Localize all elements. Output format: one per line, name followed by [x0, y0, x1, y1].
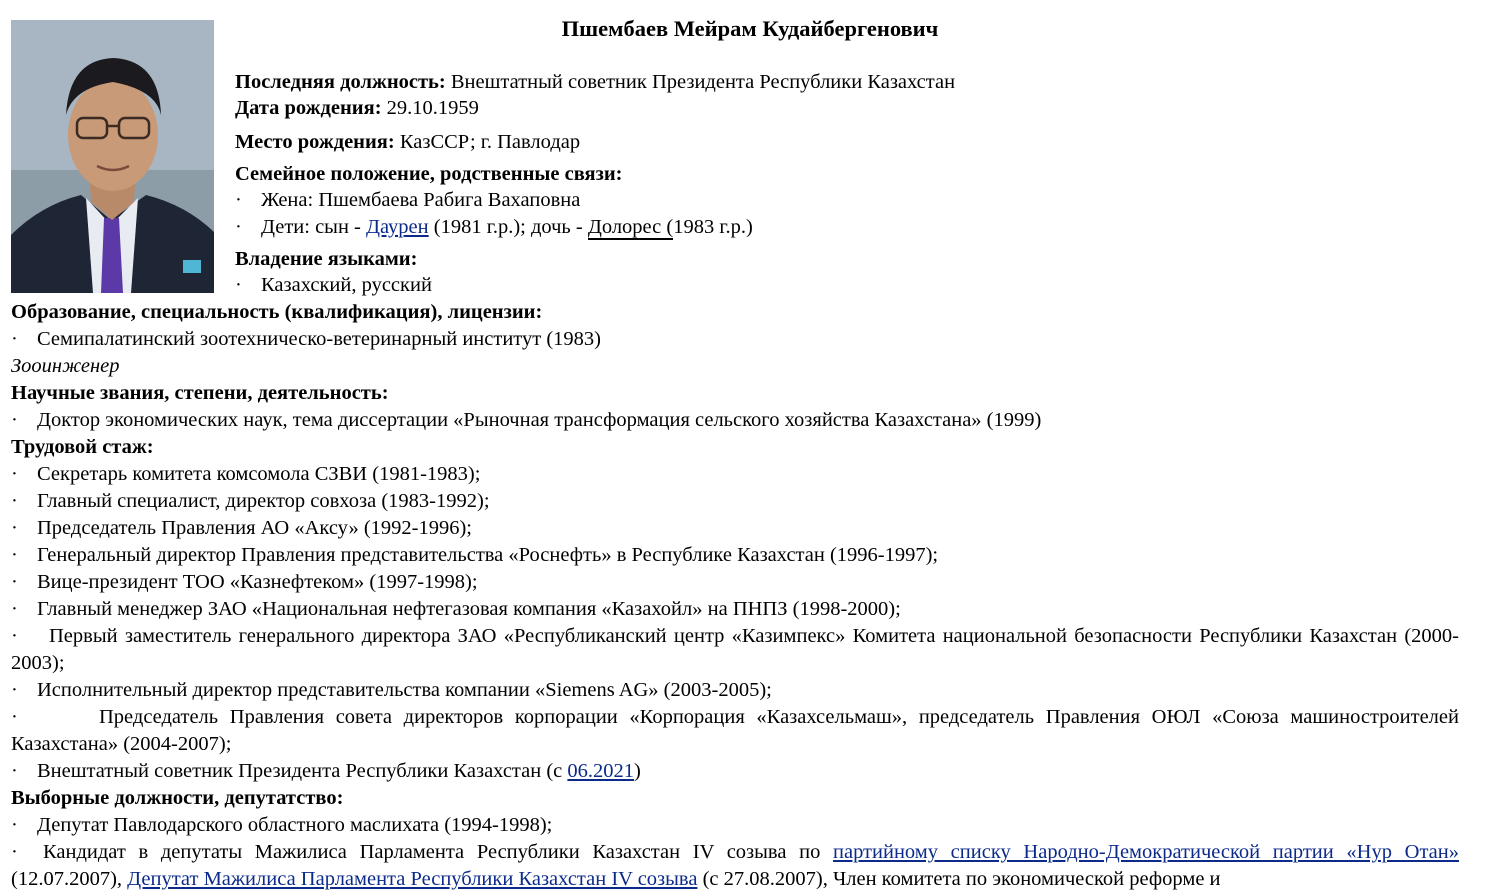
last-position-label: Последняя должность:	[235, 71, 446, 93]
bullet-icon: ·	[11, 841, 18, 863]
bullet-icon: ·	[11, 598, 18, 620]
birth-date-value: 29.10.1959	[381, 97, 479, 119]
bullet-icon: ·	[235, 274, 242, 296]
work-item	[11, 758, 1459, 785]
bullet-icon: ·	[11, 706, 18, 728]
work-text: Председатель Правления АО «Аксу» (1992-1996);	[37, 517, 472, 539]
work-text: Исполнительный директор представительства компании «Siemens AG» (2003-2005);	[37, 679, 772, 701]
main-content	[11, 299, 1459, 893]
children-prefix: Дети: сын -	[261, 216, 367, 238]
family-label: Семейное положение, родственные связи:	[235, 163, 623, 185]
science-label: Научные звания, степени, деятельность:	[11, 382, 389, 404]
bullet-icon: ·	[11, 517, 18, 539]
elected-mid: (12.07.2007),	[11, 868, 128, 890]
birth-place-label: Место рождения:	[235, 131, 395, 153]
work-text: Первый заместитель генерального директора ЗАО «Республиканский центр «Казимпекс» Комитета национальной безопасности Республики Казахстан (2000-2003);	[11, 625, 1459, 674]
education-item	[11, 326, 1459, 353]
work-item	[11, 623, 1459, 677]
work-item	[11, 569, 1459, 596]
languages-value: Казахский, русский	[261, 274, 432, 296]
work-text: Главный специалист, директор совхоза (1983-1992);	[37, 490, 490, 512]
work-text: Главный менеджер ЗАО «Национальная нефтегазовая компания «Казахойл» на ПНПЗ (1998-2000);	[37, 598, 901, 620]
family-children-item	[235, 214, 1465, 246]
work-last-prefix: Внештатный советник Президента Республики Казахстан (с	[37, 760, 568, 782]
page-title: Пшембаев Мейрам Кудайбергенович	[561, 16, 939, 41]
birth-place-value: КазССР; г. Павлодар	[394, 131, 581, 153]
bullet-icon: ·	[11, 571, 18, 593]
elected-text: Депутат Павлодарского областного маслихата (1994-1998);	[37, 814, 553, 836]
elected-item	[11, 839, 1459, 893]
work-item	[11, 515, 1459, 542]
children-suffix: 1983 г.р.)	[673, 216, 753, 238]
portrait-photo	[11, 20, 214, 293]
summary-block	[235, 69, 1465, 299]
education-label: Образование, специальность (квалификация), лицензии:	[11, 301, 543, 323]
bullet-icon: ·	[11, 463, 18, 485]
bullet-icon: ·	[11, 814, 18, 836]
elected-suffix: (с 27.08.2007), Член комитета по экономической реформе и	[697, 868, 1221, 890]
bullet-icon: ·	[11, 625, 18, 647]
bullet-icon: ·	[11, 328, 18, 350]
elected-label: Выборные должности, депутатство:	[11, 787, 344, 809]
date-link[interactable]: 06.2021	[567, 760, 635, 782]
bullet-icon: ·	[11, 490, 18, 512]
languages-item	[235, 272, 1465, 299]
elected-item	[11, 812, 1459, 839]
children-mid: (1981 г.р.); дочь -	[428, 216, 588, 238]
bullet-icon: ·	[11, 544, 18, 566]
bullet-icon: ·	[11, 679, 18, 701]
science-item	[11, 407, 1459, 434]
languages-label: Владение языками:	[235, 248, 418, 270]
work-item	[11, 704, 1459, 758]
work-text: Председатель Правления совета директоров корпорации «Корпорация «Казахсельмаш», председатель Правления ОЮЛ «Союза машиностроителей Казахстана» (2004-2007);	[11, 706, 1459, 755]
work-text: Генеральный директор Правления представительства «Роснефть» в Республике Казахстан (1996-1997);	[37, 544, 939, 566]
work-label: Трудовой стаж:	[11, 436, 154, 458]
birth-place-row	[235, 129, 1465, 161]
science-text: Доктор экономических наук, тема диссертации «Рыночная трансформация сельского хозяйства Казахстана» (1999)	[37, 409, 1042, 431]
party-list-link[interactable]: партийному списку Народно-Демократической партии «Нур Отан»	[833, 841, 1459, 863]
family-wife-item	[235, 187, 1465, 214]
wife-text: Жена: Пшембаева Рабига Вахаповна	[261, 189, 581, 211]
work-item	[11, 542, 1459, 569]
son-link[interactable]: Даурен	[366, 216, 429, 238]
work-item	[11, 677, 1459, 704]
bullet-icon: ·	[11, 760, 18, 782]
birth-date-row	[235, 95, 1465, 129]
deputy-link[interactable]: Депутат Мажилиса Парламента Республики Казахстан IV созыва	[127, 868, 698, 890]
work-item	[11, 488, 1459, 515]
elected-text: Кандидат в депутаты Мажилиса Парламента Республики Казахстан IV созыва по	[43, 841, 833, 863]
work-last-suffix: )	[634, 760, 641, 782]
last-position-value: Внештатный советник Президента Республики Казахстан	[445, 71, 956, 93]
birth-date-label: Дата рождения:	[235, 97, 382, 119]
bullet-icon: ·	[235, 216, 242, 238]
education-text: Семипалатинский зоотехническо-ветеринарный институт (1983)	[37, 328, 601, 350]
work-item	[11, 461, 1459, 488]
work-text: Секретарь комитета комсомола СЗВИ (1981-1983);	[37, 463, 481, 485]
bullet-icon: ·	[11, 409, 18, 431]
bullet-icon: ·	[235, 189, 242, 211]
work-item	[11, 596, 1459, 623]
qualification-text: Зооинженер	[11, 355, 120, 377]
last-position-row	[235, 69, 1465, 95]
portrait-image	[11, 20, 214, 293]
daughter-link[interactable]: Долорес (	[587, 216, 674, 238]
work-text: Вице-президент ТОО «Казнефтеком» (1997-1998);	[37, 571, 478, 593]
